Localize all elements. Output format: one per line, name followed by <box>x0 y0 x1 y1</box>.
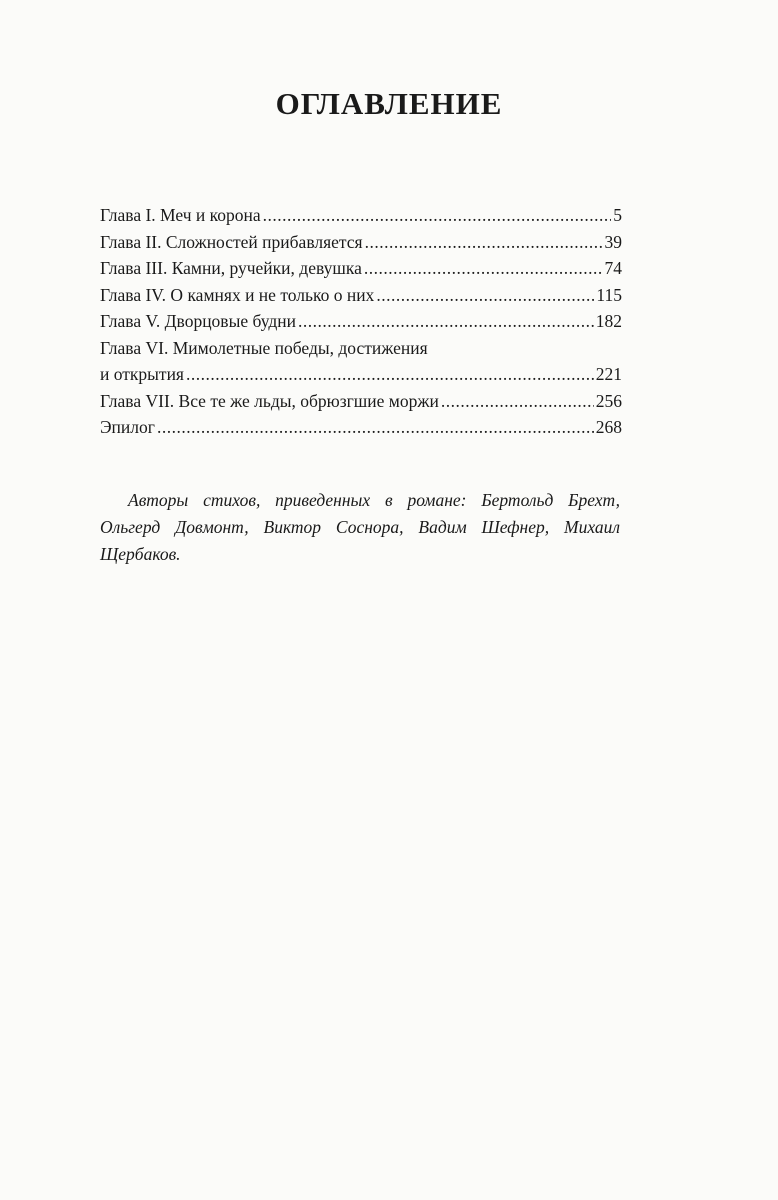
toc-entry-title: и открытия <box>100 364 184 384</box>
toc-page-number: 268 <box>595 417 622 437</box>
poetry-authors-note: Авторы стихов, приведенных в романе: Бертольд Брехт, Ольгерд Довмонт, Виктор Соснора, Вадим Шефнер, Михаил Щербаков. <box>100 490 620 564</box>
toc-entry-title: Глава IV. О камнях и не только о них <box>100 284 375 305</box>
toc-entry-1 <box>100 202 622 229</box>
toc-entry-6 <box>100 335 622 388</box>
toc-entry-5 <box>100 308 622 335</box>
toc-page-number: 182 <box>595 311 622 331</box>
toc-page-number: 115 <box>596 284 622 305</box>
toc-entry-7 <box>100 388 622 415</box>
toc-page-number: 221 <box>595 364 622 384</box>
toc-page-number: 74 <box>604 258 622 278</box>
toc-entry-title: Глава V. Дворцовые будни <box>100 311 296 331</box>
toc-entry-4 <box>100 282 622 309</box>
toc-entry-8 <box>100 414 622 441</box>
toc-entry-title: Глава VII. Все те же льды, обрюзгшие моржи <box>100 390 439 411</box>
toc-leader-dots <box>365 229 603 256</box>
toc-page-number: 5 <box>613 205 622 225</box>
toc-entry-3 <box>100 255 622 282</box>
toc-leader-dots <box>376 282 594 309</box>
toc-leader-dots <box>441 388 594 415</box>
toc-leader-dots <box>364 255 603 282</box>
toc-leader-dots <box>298 308 594 335</box>
toc-page-number: 256 <box>595 390 622 411</box>
table-of-contents <box>100 202 622 441</box>
toc-entry-title: Глава II. Сложностей прибавляется <box>100 231 363 252</box>
toc-entry-2 <box>100 229 622 256</box>
toc-page-number: 39 <box>604 231 622 252</box>
toc-leader-dots <box>263 202 612 229</box>
page-title: ОГЛАВЛЕНИЕ <box>275 86 503 121</box>
toc-leader-dots <box>186 361 594 388</box>
toc-entry-title: Глава III. Камни, ручейки, девушка <box>100 258 362 278</box>
toc-entry-title: Глава I. Меч и корона <box>100 205 261 225</box>
toc-entry-title-line1: Глава VI. Мимолетные победы, достижения <box>100 337 428 358</box>
toc-entry-title: Эпилог <box>100 417 155 437</box>
toc-leader-dots <box>157 414 594 441</box>
